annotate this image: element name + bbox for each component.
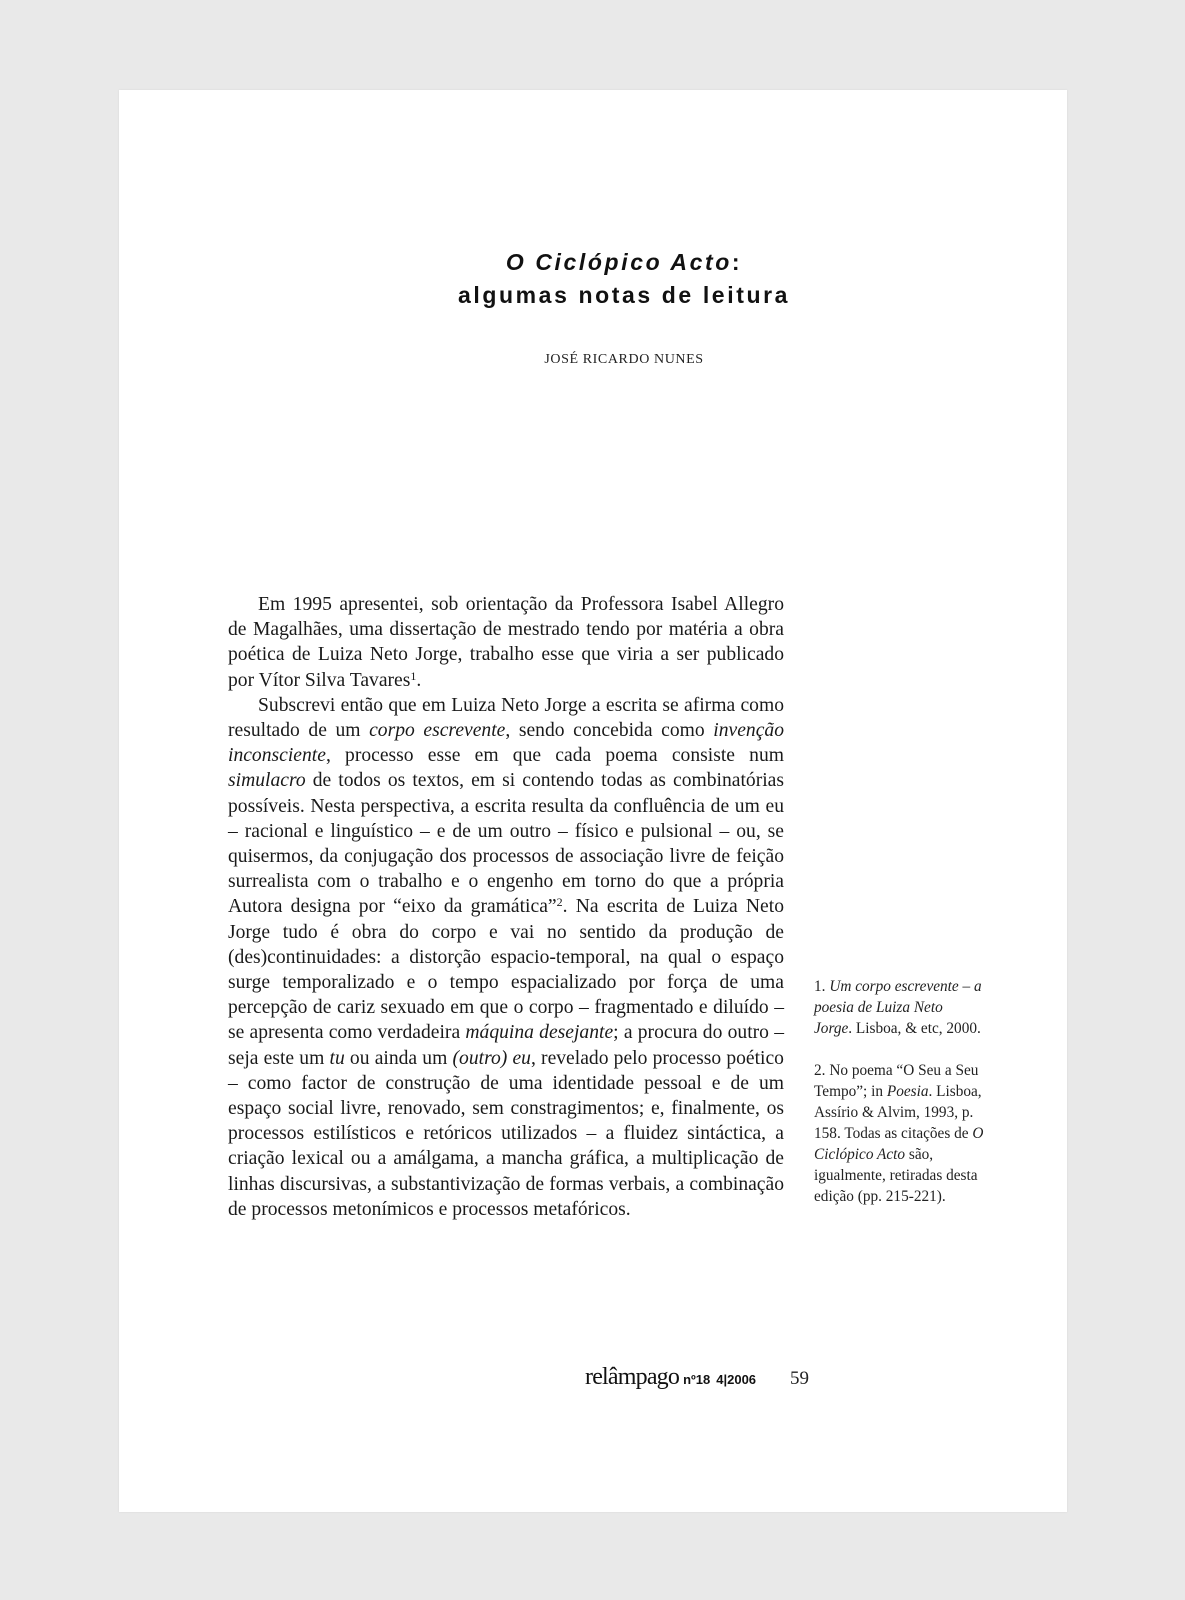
- footnote-text: No poema “O Seu a Seu Tempo”; in: [814, 1062, 979, 1100]
- paragraph-end: .: [416, 669, 422, 691]
- magazine-logo: relâmpago: [585, 1364, 680, 1390]
- body-paragraph-2: [228, 693, 784, 1222]
- text-run: , processo esse em que cada poema consiste num: [325, 745, 784, 767]
- text-run: ou ainda um: [344, 1047, 453, 1069]
- text-run: de todos os textos, em si contendo todas as combinatórias possíveis. Nesta perspectiva, a escrita resulta da confluência de um eu – racional e linguístico – e de um outro – físico e pulsional – ou, se quisermos, da conjugação dos processos de associação livre de feição surrealista com o trabalho e o engenho em torno do que a própria Autora designa por “eixo da gramática”: [228, 770, 784, 918]
- article-title: [119, 246, 1129, 312]
- text-run: , revelado pelo processo poético – como factor de construção de uma identidade pessoal e de um espaço social livre, renovado, sem constragimentos; e, finalmente, os processos estilísticos e retóricos utilizados – a fluidez sintáctica, a criação lexical ou a amálgama, a mancha gráfica, a multiplicação de linhas discursivas, a substantivização de formas verbais, a combinação de processos metonímicos e processos metafóricos.: [228, 1047, 784, 1220]
- document-page: [119, 90, 1067, 1512]
- italic-term: corpo escrevente: [369, 720, 506, 742]
- footnote-text: são, igualmente, retiradas desta edição (pp. 215-221).: [814, 1146, 978, 1205]
- title-work-name: O Ciclópico Acto: [505, 249, 732, 275]
- body-paragraph-1: [228, 592, 784, 693]
- footnote-1: [814, 976, 984, 1039]
- italic-term: tu: [329, 1047, 345, 1069]
- text-run: Subscrevi então que em Luiza Neto Jorge a escrita se afirma como resultado de um: [228, 694, 784, 742]
- footnote-text: . Lisboa, Assírio & Alvim, 1993, p. 158. Todas as citações de: [814, 1083, 982, 1142]
- footnote-text: . Lisboa, & etc, 2000.: [848, 1020, 981, 1037]
- footnote-work-title: Poesia: [886, 1083, 929, 1100]
- page-footer: [585, 1364, 809, 1394]
- footnote-work-title: Um corpo escrevente – a poesia de Luiza Neto Jorge: [814, 978, 982, 1037]
- italic-term: máquina desejante: [465, 1022, 614, 1044]
- footnotes-column: [814, 976, 984, 1228]
- paragraph-text: Em 1995 apresentei, sob orientação da Professora Isabel Allegro de Magalhães, uma dissertação de mestrado tendo por matéria a obra poética de Luiza Neto Jorge, trabalho esse que viria a ser publicado por Vítor Silva Tavares: [228, 594, 784, 691]
- text-run: . Na escrita de Luiza Neto Jorge tudo é obra do corpo e vai no sentido da produção de (des)continuidades: a distorção espacio-temporal, na qual o espaço surge temporalizado e o tempo espacializado por força de uma percepção de cariz sexuado em que o corpo – fragmentado e diluído – se apresenta como verdadeira: [228, 896, 784, 1044]
- issue-number: nº18: [683, 1372, 711, 1387]
- footnote-work-title: O Ciclópico Acto: [814, 1125, 984, 1163]
- footnote-ref-2[interactable]: 2: [556, 895, 563, 910]
- italic-term: (outro) eu: [452, 1047, 531, 1069]
- title-line-1: [119, 246, 1129, 279]
- text-run: ; a procura do outro – seja este um: [228, 1022, 784, 1069]
- title-line-2: algumas notas de leitura: [457, 282, 791, 308]
- page-number: 59: [790, 1368, 810, 1389]
- issue-date: 4|2006: [716, 1372, 757, 1387]
- footnote-2: [814, 1060, 984, 1207]
- article-author: JOSÉ RICARDO NUNES: [544, 352, 704, 367]
- text-run: , sendo concebida como: [505, 720, 714, 742]
- footnote-number: 2.: [814, 1062, 826, 1079]
- footnote-number: 1.: [814, 978, 826, 995]
- title-colon: :: [731, 249, 743, 275]
- footnote-ref-1[interactable]: 1: [410, 668, 417, 683]
- italic-term: invenção inconsciente: [228, 720, 784, 767]
- article-body: [228, 592, 784, 1222]
- italic-term: simulacro: [228, 770, 306, 792]
